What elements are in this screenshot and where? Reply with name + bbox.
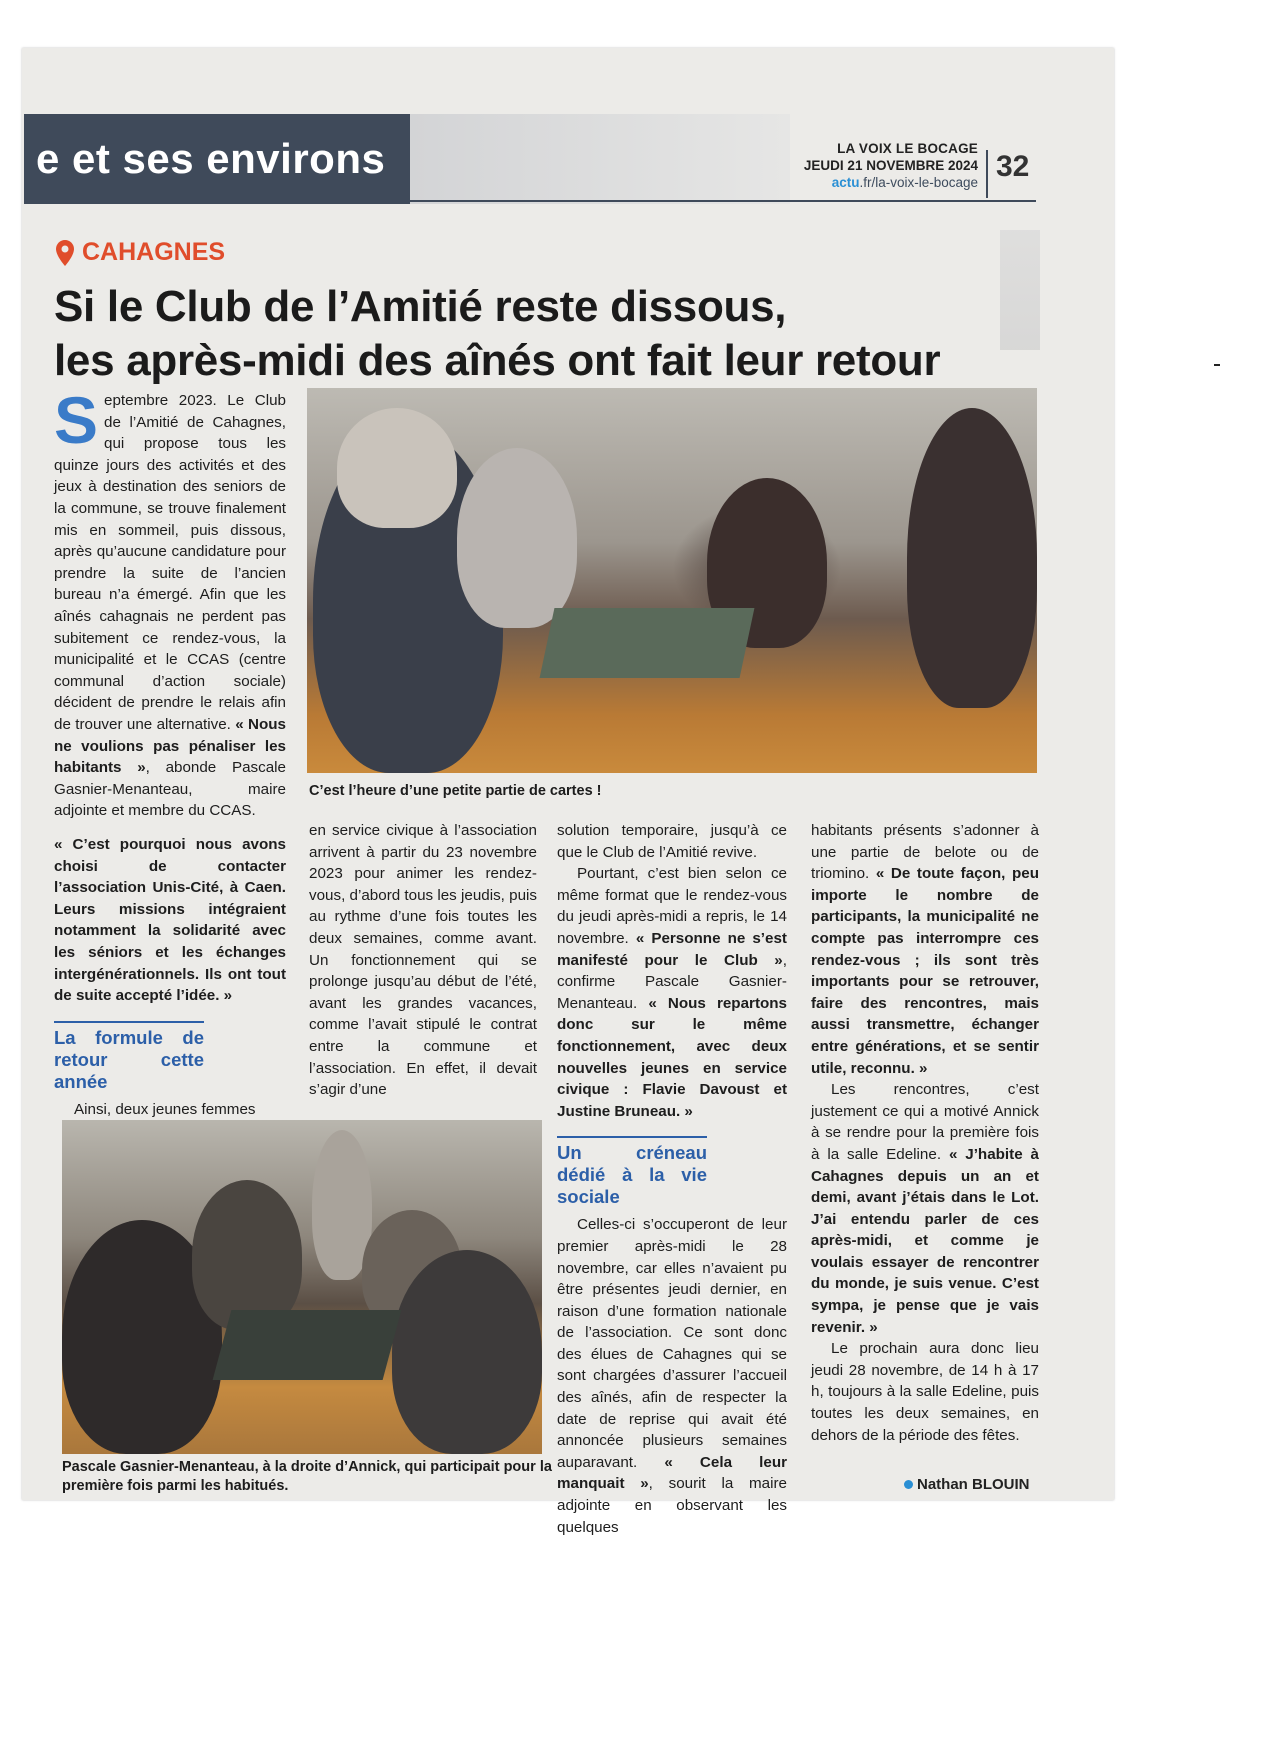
person-head	[337, 408, 457, 528]
paragraph: en service civique à l’association arrivent à partir du 23 novembre 2023 pour animer les rendez-vous, d’abord tous les jeudis, puis au rythme d’une fois toutes les deux semaines, comme avant. Un fonctionnement qui se prolonge jusqu’au début de l’été, avant les grandes vacances, comme l’avait stipulé le contrat entre la commune et l’association. En effet, il devait s’agir d’une	[309, 822, 537, 1099]
game-board	[213, 1310, 402, 1380]
headline-line-2: les après-midi des aînés ont fait leur retour	[54, 336, 941, 385]
site-path: .fr/la-voix-le-bocage	[859, 175, 978, 190]
paragraph: Le prochain aura donc lieu jeudi 28 novembre, de 14 h à 17 h, toujours à la salle Edeline, puis toutes les deux semaines, en dehors de la période des fêtes.	[811, 1340, 1039, 1444]
issue-date: JEUDI 21 NOVEMBRE 2024	[803, 158, 978, 173]
subhead-1: La formule de retour cette année	[54, 1021, 204, 1093]
location-kicker	[56, 238, 225, 267]
location-pin-icon	[56, 240, 74, 266]
header-rule	[24, 200, 1036, 202]
column-1	[54, 383, 287, 822]
banner-shadow	[410, 114, 790, 204]
page-number: 32	[986, 150, 1034, 198]
paragraph: Pourtant, c’est bien selon ce même format que le rendez-vous du jeudi après-midi a repris, le 14 novembre. « Personne ne s’est manifesté pour le Club », confirme Pascale Gasnier-Menanteau. « Nous repartons donc sur le même fonctionnement, avec deux nouvelles jeunes en service civique : Flavie Davoust et Justine Bruneau. »	[557, 865, 788, 1120]
column-2	[309, 820, 537, 1101]
author-byline	[904, 1476, 1030, 1493]
paragraph: Les rencontres, c’est justement ce qui a motivé Annick à se rendre pour la première fois à la salle Edeline. « J’habite à Cahagnes depuis un an et demi, avant j’étais dans le Lot. J’ai entendu parler de ces après-midi, et comme je voulais essayer de rencontrer du monde, je suis venue. C’est sympa, je pense que je vais revenir. »	[811, 1081, 1039, 1336]
headline-line-1: Si le Club de l’Amitié reste dissous,	[54, 282, 787, 331]
scan-mark	[1214, 364, 1220, 366]
column-1-bottom	[54, 834, 286, 1120]
subhead-2: Un créneau dédié à la vie sociale	[557, 1136, 707, 1208]
site-prefix: actu	[831, 175, 860, 190]
bullet-icon	[904, 1480, 913, 1489]
drop-cap: S	[54, 383, 99, 457]
author-name: Nathan BLOUIN	[917, 1476, 1030, 1493]
person-silhouette	[392, 1250, 542, 1454]
intro-paragraph: Septembre 2023. Le Club de l’Amitié de Cahagnes, qui propose tous les quinze jours des activités et des jeux à destination des seniors de la commune, se trouve finalement mis en sommeil, puis dissous, après qu’aucune candidature pour prendre la suite de l’ancien bureau n’a émergé. Afin que les aînés cahagnais ne perdent pas subitement ce rendez-vous, la municipalité et le CCAS (centre communal d’action sociale) décident de prendre le relais afin de trouver une alternative. « Nous ne voulions pas pénaliser les habitants », abonde Pascale Gasnier-Menanteau, maire adjointe et membre du CCAS.	[54, 383, 287, 820]
photo-card-game	[307, 388, 1037, 773]
column-3	[557, 820, 787, 1538]
column-4	[811, 820, 1039, 1446]
paragraph: Ainsi, deux jeunes femmes	[74, 1100, 256, 1118]
photo-board-game	[62, 1120, 542, 1454]
person-silhouette	[192, 1180, 302, 1330]
person-silhouette	[457, 448, 577, 628]
card-mat	[540, 608, 755, 678]
kicker-text: CAHAGNES	[82, 238, 226, 266]
photo-caption-2: Pascale Gasnier-Menanteau, à la droite d’Annick, qui participait pour la première fois parmi les habitués.	[62, 1459, 552, 1494]
masthead	[790, 140, 978, 191]
photo-caption-1: C’est l’heure d’une petite partie de cartes !	[309, 783, 602, 799]
paragraph: habitants présents s’adonner à une partie de belote ou de triomino. « De toute façon, peu importe le nombre de participants, la municipalité ne compte pas interrompre ces rendez-vous ; ils sont très importants pour se retrouver, faire des rencontres, mais aussi transmettre, échanger entre générations, et se sentir utile, reconnu. »	[811, 822, 1039, 1077]
paragraph: Celles-ci s’occuperont de leur premier après-midi le 28 novembre, car elles n’avaient pu être présentes jeudi dernier, en raison d’une formation nationale de l’association. Ce sont donc des élues de Cahagnes qui se sont chargées d’assurer l’accueil des aînés, afin de respecter la date de reprise qui avait été annoncée plusieurs semaines auparavant. « Cela leur manquait », sourit la maire adjointe en observant les quelques	[557, 1216, 788, 1536]
section-title: e et ses environs	[36, 135, 386, 182]
quote-paragraph: « C’est pourquoi nous avons choisi de contacter l’association Unis-Cité, à Caen. Leurs missions intégraient notamment la solidarité avec les séniors et les échanges intergénérationnels. Ils ont tout de suite accepté l’idée. »	[54, 836, 286, 1005]
person-silhouette	[907, 408, 1037, 708]
newspaper-name: LA VOIX LE BOCAGE	[837, 141, 978, 156]
headline	[54, 280, 1034, 388]
section-banner	[24, 114, 410, 204]
website	[790, 174, 978, 191]
paragraph: solution temporaire, jusqu’à ce que le Club de l’Amitié revive.	[557, 822, 787, 861]
